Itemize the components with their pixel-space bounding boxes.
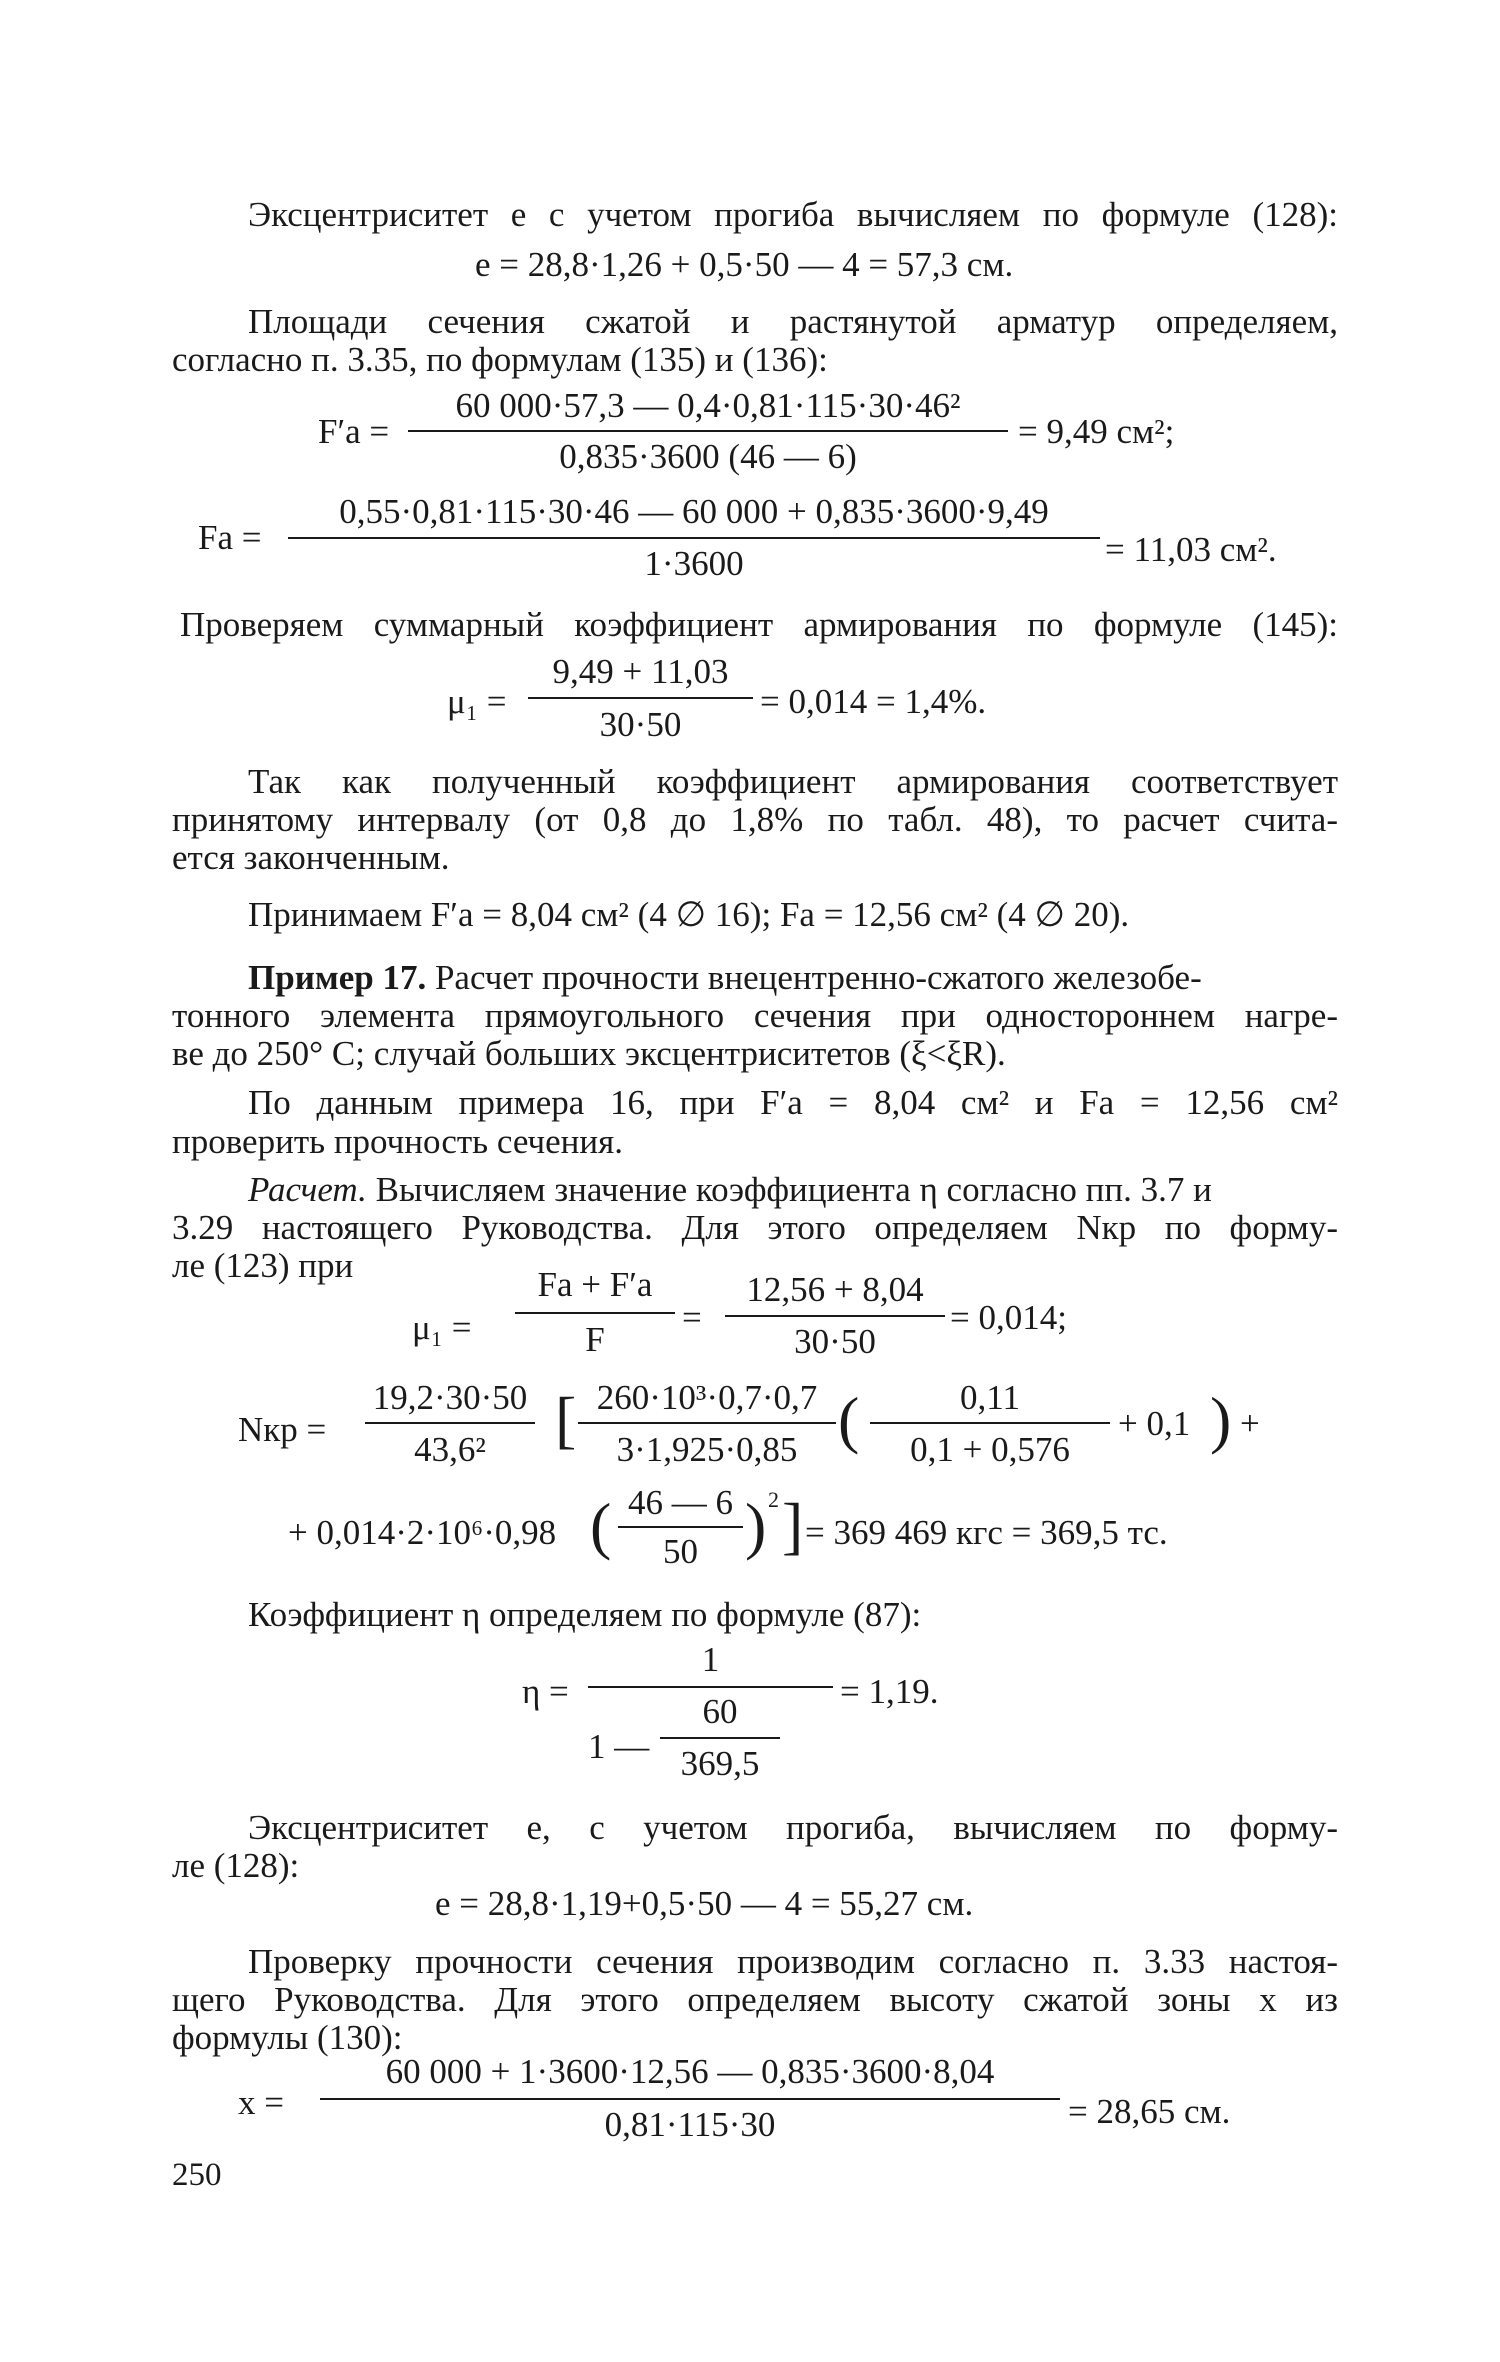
- text-line: тонного элемента прямоугольного сечения при одностороннем нагре-: [172, 996, 1338, 1035]
- page-number: 250: [172, 2157, 222, 2193]
- equation-rhs: = 28,65 см.: [1068, 2092, 1231, 2131]
- left-paren: (: [590, 1490, 612, 1561]
- fraction-bar: [320, 2098, 1060, 2100]
- fraction-bar: [288, 537, 1100, 539]
- left-paren: (: [838, 1384, 860, 1455]
- fraction-bar: [660, 1737, 780, 1739]
- text-line: Площади сечения сжатой и растянутой арматур определяем,: [248, 302, 1338, 341]
- equation-eccentricity-2: e = 28,8·1,19+0,5·50 — 4 = 55,27 см.: [435, 1884, 974, 1923]
- text-line: щего Руководства. Для этого определяем высоту сжатой зоны x из: [172, 1980, 1338, 2019]
- fraction-numerator: 19,2·30·50: [372, 1378, 528, 1417]
- fraction-denominator: 0,1 + 0,576: [910, 1430, 1070, 1469]
- equation-term: +: [1240, 1404, 1260, 1443]
- text-line: Принимаем F′a = 8,04 см² (4 ∅ 16); Fa = 12,56 см² (4 ∅ 20).: [248, 895, 1130, 934]
- equation-lhs: + 0,014·2·10⁶·0,98: [288, 1513, 557, 1552]
- calc-line: [248, 1170, 1338, 1210]
- text-line: Так как полученный коэффициент армирования соответствует: [248, 762, 1338, 801]
- fraction-denominator: 43,6²: [414, 1430, 486, 1469]
- calc-text: Вычисляем значение коэффициента η согласно пп. 3.7 и: [375, 1170, 1212, 1209]
- calc-word: Расчет.: [248, 1170, 367, 1209]
- fraction-numerator: 0,11: [960, 1378, 1020, 1417]
- equation-lhs: μ₁ =: [447, 682, 507, 721]
- equation-lhs: F′a =: [318, 412, 390, 451]
- equation-lhs: Fa =: [198, 518, 262, 557]
- text-line: проверить прочность сечения.: [172, 1122, 623, 1161]
- equation-equals: =: [682, 1298, 702, 1337]
- fraction-denominator: 1 —: [588, 1727, 650, 1766]
- right-paren: ): [1210, 1384, 1232, 1455]
- text-line: принятому интервалу (от 0,8 до 1,8% по табл. 48), то расчет счита-: [172, 800, 1338, 839]
- fraction-numerator: 1: [701, 1640, 720, 1679]
- fraction-bar: [528, 697, 753, 699]
- example-heading-line: [248, 958, 1338, 998]
- fraction-numerator: 60 000·57,3 — 0,4·0,81·115·30·46²: [455, 386, 961, 425]
- fraction-denominator: 50: [663, 1532, 698, 1571]
- fraction-numerator: 260·10³·0,7·0,7: [596, 1378, 818, 1417]
- text-line: ется законченным.: [172, 838, 450, 877]
- text-line: согласно п. 3.35, по формулам (135) и (136):: [172, 340, 828, 379]
- text-line: ве до 250° С; случай больших эксцентриситетов (ξ<ξR).: [172, 1034, 1006, 1073]
- fraction-denominator: 369,5: [680, 1744, 760, 1783]
- fraction-bar: [870, 1422, 1110, 1424]
- text-line: ле (123) при: [172, 1246, 354, 1285]
- equation-term: + 0,1: [1118, 1404, 1191, 1443]
- fraction-numerator: Fa + F′a: [537, 1265, 653, 1304]
- example-title: Пример 17.: [248, 958, 427, 997]
- fraction-denominator: 30·50: [599, 705, 682, 744]
- right-paren: ): [745, 1490, 767, 1561]
- equation-rhs: = 9,49 см²;: [1018, 412, 1175, 451]
- text-line: Проверку прочности сечения производим согласно п. 3.33 настоя-: [248, 1942, 1338, 1981]
- text-line: Эксцентриситет e с учетом прогиба вычисляем по формуле (128):: [248, 195, 1338, 234]
- equation-rhs: = 369 469 кгс = 369,5 тс.: [805, 1513, 1168, 1552]
- equation-lhs: x =: [238, 2083, 284, 2122]
- text-line: формулы (130):: [172, 2018, 403, 2057]
- fraction-bar: [408, 430, 1008, 432]
- text-line: 3.29 настоящего Руководства. Для этого определяем Nкр по форму-: [172, 1208, 1338, 1247]
- fraction-bar: [725, 1315, 945, 1317]
- fraction-numerator: 12,56 + 8,04: [746, 1270, 924, 1309]
- left-bracket: [: [555, 1384, 577, 1455]
- fraction-denominator: 1·3600: [644, 544, 744, 583]
- equation-lhs: μ₁ =: [412, 1308, 472, 1347]
- fraction-bar: [578, 1422, 836, 1424]
- fraction-numerator: 46 — 6: [628, 1483, 733, 1522]
- text-line: Коэффициент η определяем по формуле (87):: [248, 1595, 922, 1634]
- fraction-numerator: 60 000 + 1·3600·12,56 — 0,835·3600·8,04: [385, 2052, 995, 2091]
- fraction-denominator: F: [585, 1320, 605, 1359]
- fraction-numerator: 60: [702, 1692, 738, 1731]
- equation-rhs: = 0,014;: [950, 1298, 1067, 1337]
- fraction-numerator: 0,55·0,81·115·30·46 — 60 000 + 0,835·3600·9,49: [339, 492, 1049, 531]
- fraction-bar: [588, 1686, 833, 1688]
- fraction-bar: [515, 1312, 675, 1314]
- equation-lhs: Nкр =: [238, 1410, 327, 1449]
- equation-rhs: = 11,03 см².: [1105, 530, 1277, 569]
- equation-eccentricity-1: e = 28,8·1,26 + 0,5·50 — 4 = 57,3 см.: [475, 245, 1014, 284]
- fraction-bar: [618, 1526, 743, 1528]
- fraction-denominator: 30·50: [794, 1322, 876, 1361]
- fraction-denominator: 0,835·3600 (46 — 6): [559, 437, 857, 476]
- text-line: Эксцентриситет e, с учетом прогиба, вычисляем по форму-: [248, 1808, 1338, 1847]
- fraction-denominator: 3·1,925·0,85: [616, 1430, 798, 1469]
- text-line: По данным примера 16, при F′a = 8,04 см² и Fa = 12,56 см²: [248, 1083, 1338, 1122]
- right-bracket: ]: [782, 1490, 804, 1561]
- text-line: Проверяем суммарный коэффициент армирования по формуле (145):: [180, 605, 1338, 644]
- example-text: Расчет прочности внецентренно-сжатого железобе-: [434, 958, 1202, 997]
- text-line: ле (128):: [172, 1846, 300, 1885]
- fraction-denominator: 0,81·115·30: [604, 2105, 776, 2144]
- equation-lhs: η =: [522, 1672, 569, 1711]
- equation-rhs: = 0,014 = 1,4%.: [760, 682, 987, 721]
- equation-rhs: = 1,19.: [840, 1672, 939, 1711]
- fraction-bar: [365, 1422, 535, 1424]
- exponent: 2: [768, 1487, 779, 1512]
- fraction-numerator: 9,49 + 11,03: [552, 652, 729, 691]
